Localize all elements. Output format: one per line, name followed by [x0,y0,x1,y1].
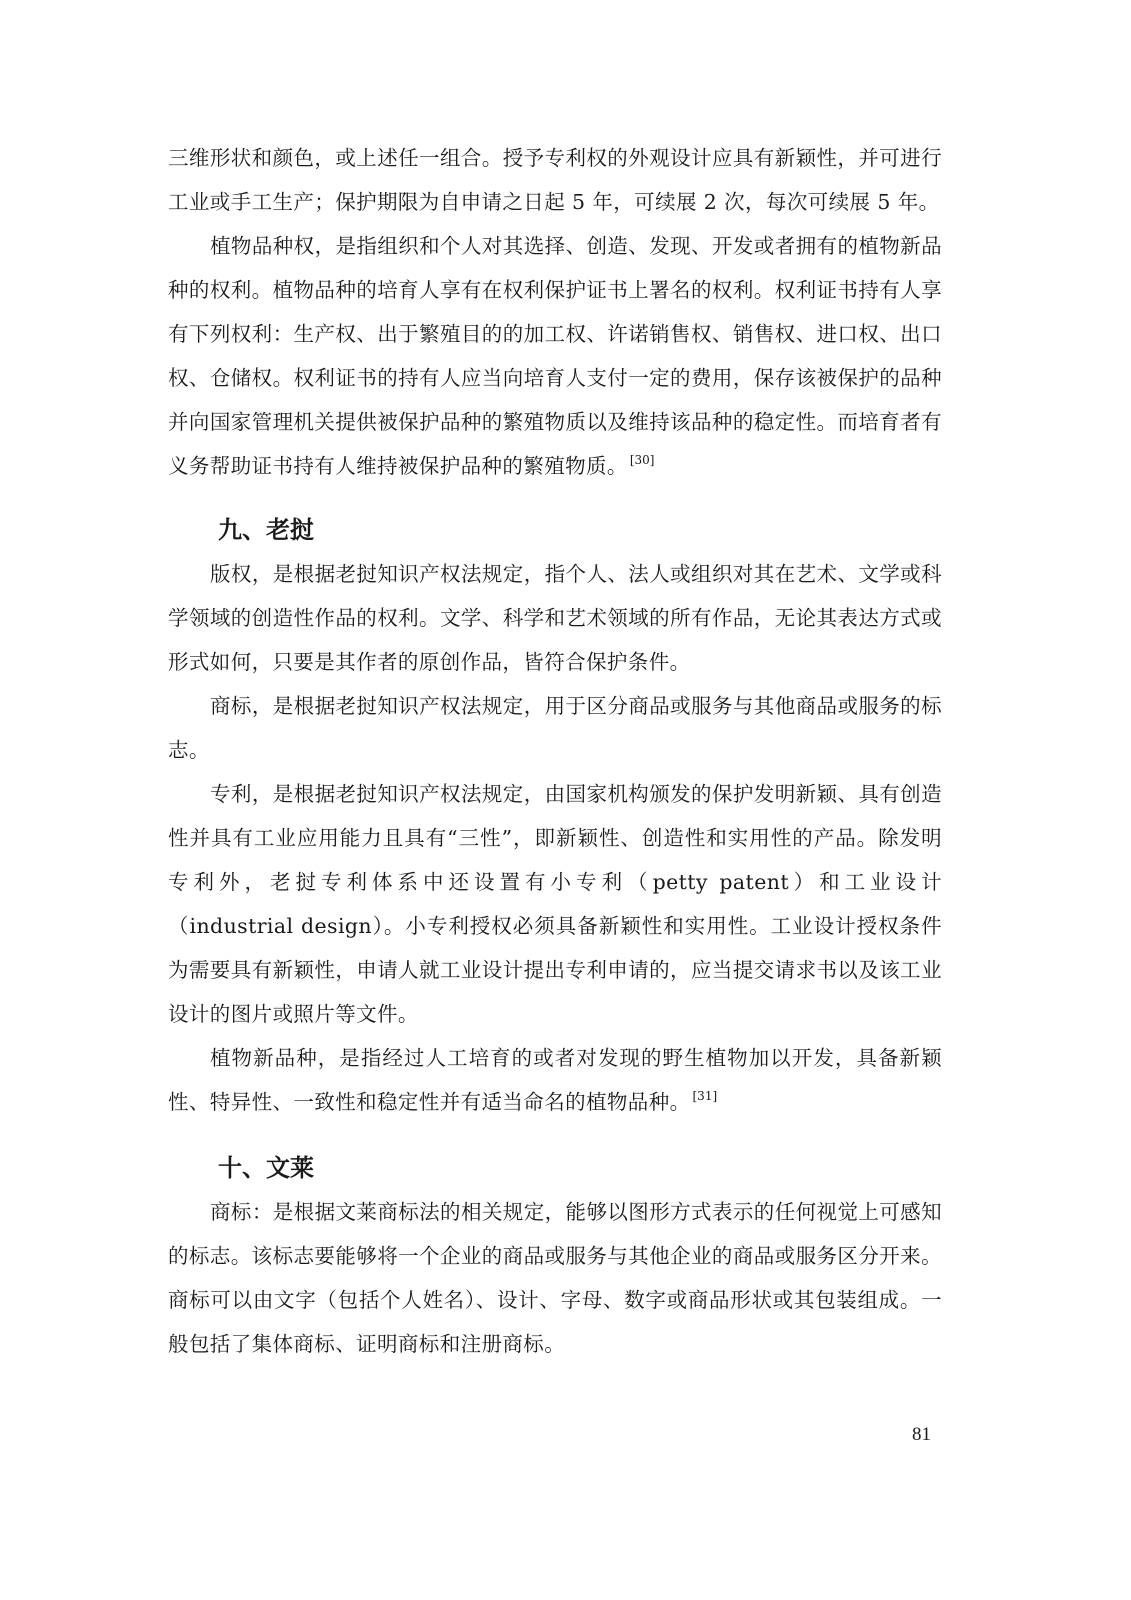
paragraph-text: 版权，是根据老挝知识产权法规定，指个人、法人或组织对其在艺术、文学或科学领域的创造性作品的权利。文学、科学和艺术领域的所有作品，无论其表达方式或形式如何，只要是其作者的原创作品，皆符合保护条件。 [168,562,942,674]
paragraph-laos-patent [168,772,942,1036]
section-heading-brunei: 十、文莱 [218,1154,314,1182]
paragraph-brunei-trademark [168,1190,942,1366]
paragraph-text: 商标，是根据老挝知识产权法规定，用于区分商品或服务与其他商品或服务的标志。 [168,694,942,762]
paragraph-text: 植物品种权，是指组织和个人对其选择、创造、发现、开发或者拥有的植物新品种的权利。植物品种的培育人享有在权利保护证书上署名的权利。权利证书持有人享有下列权利：生产权、出于繁殖目的的加工权、许诺销售权、销售权、进口权、出口权、仓储权。权利证书的持有人应当向培育人支付一定的费用，保存该被保护的品种并向国家管理机关提供被保护品种的繁殖物质以及维持该品种的稳定性。而培育者有义务帮助证书持有人维持被保护品种的繁殖物质。 [168,234,942,478]
paragraph-laos-trademark [168,684,942,772]
paragraph-laos-plant-variety [168,1036,942,1124]
paragraph-text: 商标：是根据文莱商标法的相关规定，能够以图形方式表示的任何视觉上可感知的标志。该标志要能够将一个企业的商品或服务与其他企业的商品或服务区分开来。商标可以由文字（包括个人姓名）、设计、字母、数字或商品形状或其包装组成。一般包括了集体商标、证明商标和注册商标。 [168,1200,942,1356]
paragraph-design-continued [168,136,942,224]
citation-31[interactable]: [31] [692,1089,718,1103]
section-heading-laos: 九、老挝 [218,516,314,544]
paragraph-text: 三维形状和颜色，或上述任一组合。授予专利权的外观设计应具有新颖性，并可进行工业或手工生产；保护期限为自申请之日起 5 年，可续展 2 次，每次可续展 5 年。 [168,146,942,214]
paragraph-plant-variety-right [168,224,942,488]
citation-30[interactable]: [30] [629,453,655,467]
page-body [168,136,942,1366]
paragraph-text: 专利，是根据老挝知识产权法规定，由国家机构颁发的保护发明新颖、具有创造性并具有工业应用能力且具有“三性”，即新颖性、创造性和实用性的产品。除发明专利外，老挝专利体系中还设置有小专利（petty patent）和工业设计（industrial design）。小专利授权必须具备新颖性和实用性。工业设计授权条件为需要具有新颖性，申请人就工业设计提出专利申请的，应当提交请求书以及该工业设计的图片或照片等文件。 [168,782,942,1026]
page-number: 81 [912,1424,931,1445]
paragraph-laos-copyright [168,552,942,684]
paragraph-text: 植物新品种，是指经过人工培育的或者对发现的野生植物加以开发，具备新颖性、特异性、一致性和稳定性并有适当命名的植物品种。 [168,1046,942,1114]
